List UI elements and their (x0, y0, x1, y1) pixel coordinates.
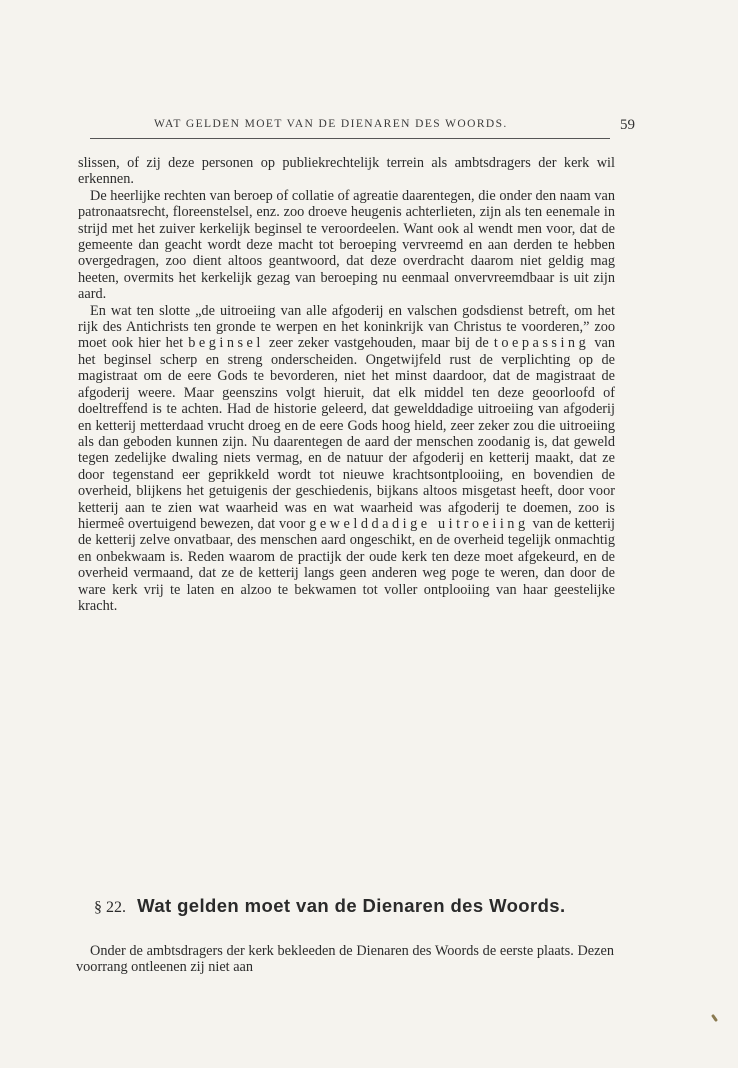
paper-speck (711, 1014, 718, 1022)
emphasis-beginsel: beginsel (188, 335, 264, 352)
emphasis-gewelddadige-uitroeiing: gewelddadige uitroeiing (309, 515, 529, 532)
running-header (90, 118, 650, 148)
text-segment: van het beginsel scherp en streng onderscheiden. Ongetwijfeld rust de verplichting op de magistraat om de eere Gods te bevorderen, niet het minst daardoor, dat de magistraat de afgoderij weere. Maar geenszins volgt hieruit, dat elk middel ten deze geoorloofd of doeltreffend is te achten. Had de historie geleerd, dat gewelddadige uitroeiing van afgoderij en ketterij metterdaad vrucht droeg en de eere Gods hoog hield, zeer zeker zou die uitroeiing als dan geboden kunnen zijn. Nu daarentegen de aard der menschen zoodanig is, dat geweld tegen zedelijke dwaling niets vermag, en de natuur der afgoderij en ketterij maakt, dat ze door tegenstand eer geprikkeld wordt tot nieuwe krachtsontplooiing, en bovendien de overheid, blijkens het getuigenis der geschiedenis, bijkans altoos misgetast heeft, door voor ketterij aan te zien wat waarheid was en wat waarheid was afgoderij te doemen, zoo is hiermeê overtuigend bewezen, dat voor (78, 335, 615, 532)
body-text (78, 155, 615, 614)
text-segment: De heerlijke rechten van beroep of collatie of agreatie daarentegen, die onder den naam van patronaatsrecht, floreenstelsel, enz. zoo droeve heugenis achterlieten, zijn als ten eenemale in strijd met het zuiver kerkelijk beginsel te veroordeelen. Want ook al wendt men voor, dat de gemeente dan geacht wordt deze macht tot beroeping vervreemd en aan derden te hebben overgedragen, zoo dient altoos geantwoord, dat deze overdracht daarom niet geldig mag heeten, overmits het kerkelijk gezag van beroeping nu eenmaal onvervreemdbaar is uit zijn aard. (78, 187, 615, 303)
text-segment: En wat ten slotte „de uitroeiing van alle afgoderij en valschen godsdienst betreft, om het rijk des Antichrists ten gronde te werpen en het koninkrijk van Christus te voorderen,” zoo moet ook hier het (78, 302, 615, 352)
header-rule (90, 138, 610, 139)
paragraph-uitroeiing (78, 303, 615, 615)
emphasis-toepassing: toepassing (493, 335, 590, 352)
paragraph-continuation (78, 155, 615, 188)
text-segment: zeer zeker vastgehouden, maar bij de (263, 335, 494, 352)
closing-paragraph: Onder de ambtsdragers der kerk bekleeden de Dienaren des Woords de eerste plaats. Dezen voorrang ontleenen zij niet aan (76, 943, 614, 976)
section-heading (94, 895, 614, 917)
paragraph-rights (78, 188, 615, 303)
text-segment: slissen, of zij deze personen op publiekrechtelijk terrein als ambtsdragers der kerk wil erkennen. (78, 155, 615, 188)
section-title: Wat gelden moet van de Dienaren des Woords. (137, 895, 566, 916)
text-segment: van de ketterij de ketterij zelve onvatbaar, des menschen aard ongeschikt, en de overheid tegelijk onmachtig en onbekwaam is. Reden waarom de practijk der oude kerk ten deze moet afgekeurd, en de overheid vermaand, dat ze de ketterij langs geen anderen weg poge te weren, dan door de ware kerk vrij te laten en alzoo te bekwamen tot voller ontplooiing van haar geestelijke kracht. (78, 515, 615, 614)
running-header-title: WAT GELDEN MOET VAN DE DIENAREN DES WOORDS. (154, 118, 508, 130)
page-number: 59 (620, 117, 635, 133)
section-number: § 22. (94, 899, 126, 916)
